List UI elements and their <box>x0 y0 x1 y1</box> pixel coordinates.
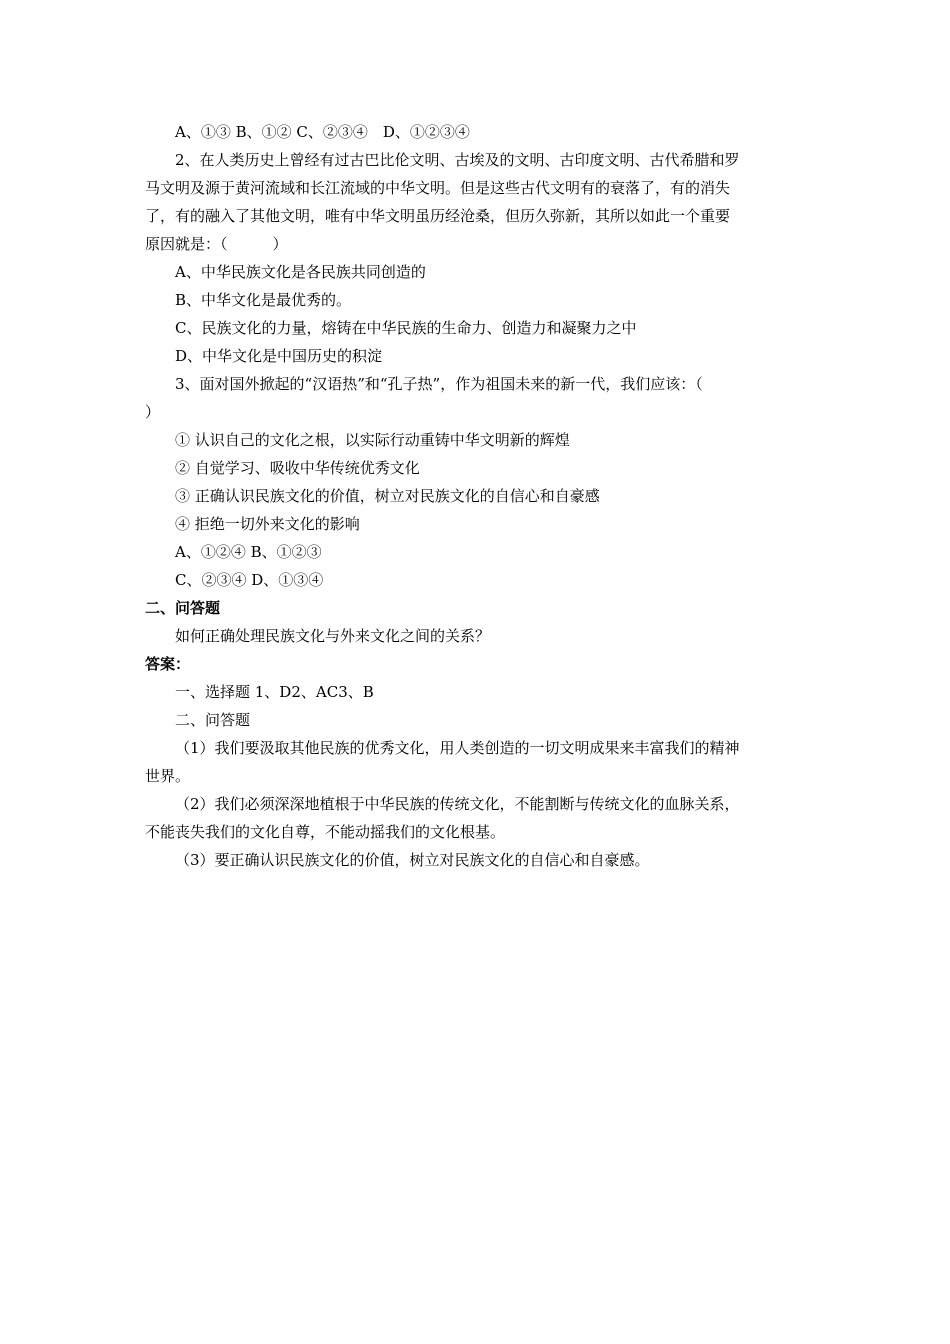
q3-item-1: ① 认识自己的文化之根，以实际行动重铸中华文明新的辉煌 <box>175 431 570 449</box>
q2-stem-line: 了，有的融入了其他文明，唯有中华文明虽历经沧桑，但历久弥新，其所以如此一个重要 <box>145 207 731 225</box>
answer-paragraph-3: （3）要正确认识民族文化的价值，树立对民族文化的自信心和自豪感。 <box>175 851 650 869</box>
q3-stem <box>145 370 805 426</box>
qa-question: 如何正确处理民族文化与外来文化之间的关系？ <box>175 627 491 645</box>
q3-options-cd: C、②③④ D、①③④ <box>175 571 324 589</box>
answer-line: 世界。 <box>145 767 191 785</box>
q2-option-b: B、中华文化是最优秀的。 <box>175 291 352 309</box>
answer-choice: 一、选择题 1、D2、AC3、B <box>175 683 374 701</box>
answer-line: （2）我们必须深深地植根于中华民族的传统文化，不能割断与传统文化的血脉关系， <box>175 795 740 813</box>
answer-paragraph-1 <box>145 734 805 790</box>
document-page <box>145 118 805 874</box>
q3-item-2: ② 自觉学习、吸收中华传统优秀文化 <box>175 459 420 477</box>
q3-stem-line: ） <box>145 403 161 421</box>
q3-item-4: ④ 拒绝一切外来文化的影响 <box>175 515 360 533</box>
answers-heading: 答案： <box>145 655 191 673</box>
q2-option-c: C、民族文化的力量，熔铸在中华民族的生命力、创造力和凝聚力之中 <box>175 319 637 337</box>
answer-qa-heading: 二、问答题 <box>175 711 251 729</box>
answer-line: （1）我们要汲取其他民族的优秀文化，用人类创造的一切文明成果来丰富我们的精神 <box>175 739 740 757</box>
q2-option-d: D、中华文化是中国历史的积淀 <box>175 347 383 365</box>
q2-stem-line: 原因就是：（ ） <box>145 235 288 253</box>
q3-stem-line: 3、面对国外掀起的“汉语热”和“孔子热”，作为祖国未来的新一代，我们应该：（ <box>175 375 703 393</box>
answer-paragraph-2 <box>145 790 805 846</box>
q1-options: A、①③ B、①② C、②③④ D、①②③④ <box>175 123 470 141</box>
section-heading-qa: 二、问答题 <box>145 599 221 617</box>
q2-stem-line: 2、在人类历史上曾经有过古巴比伦文明、古埃及的文明、古印度文明、古代希腊和罗 <box>175 151 740 169</box>
q2-option-a: A、中华民族文化是各民族共同创造的 <box>175 263 426 281</box>
q2-stem-line: 马文明及源于黄河流域和长江流域的中华文明。但是这些古代文明有的衰落了，有的消失 <box>145 179 731 197</box>
answer-line: 不能丧失我们的文化自尊，不能动摇我们的文化根基。 <box>145 823 506 841</box>
q2-stem <box>145 146 805 258</box>
q3-item-3: ③ 正确认识民族文化的价值，树立对民族文化的自信心和自豪感 <box>175 487 600 505</box>
q3-options-ab: A、①②④ B、①②③ <box>175 543 322 561</box>
